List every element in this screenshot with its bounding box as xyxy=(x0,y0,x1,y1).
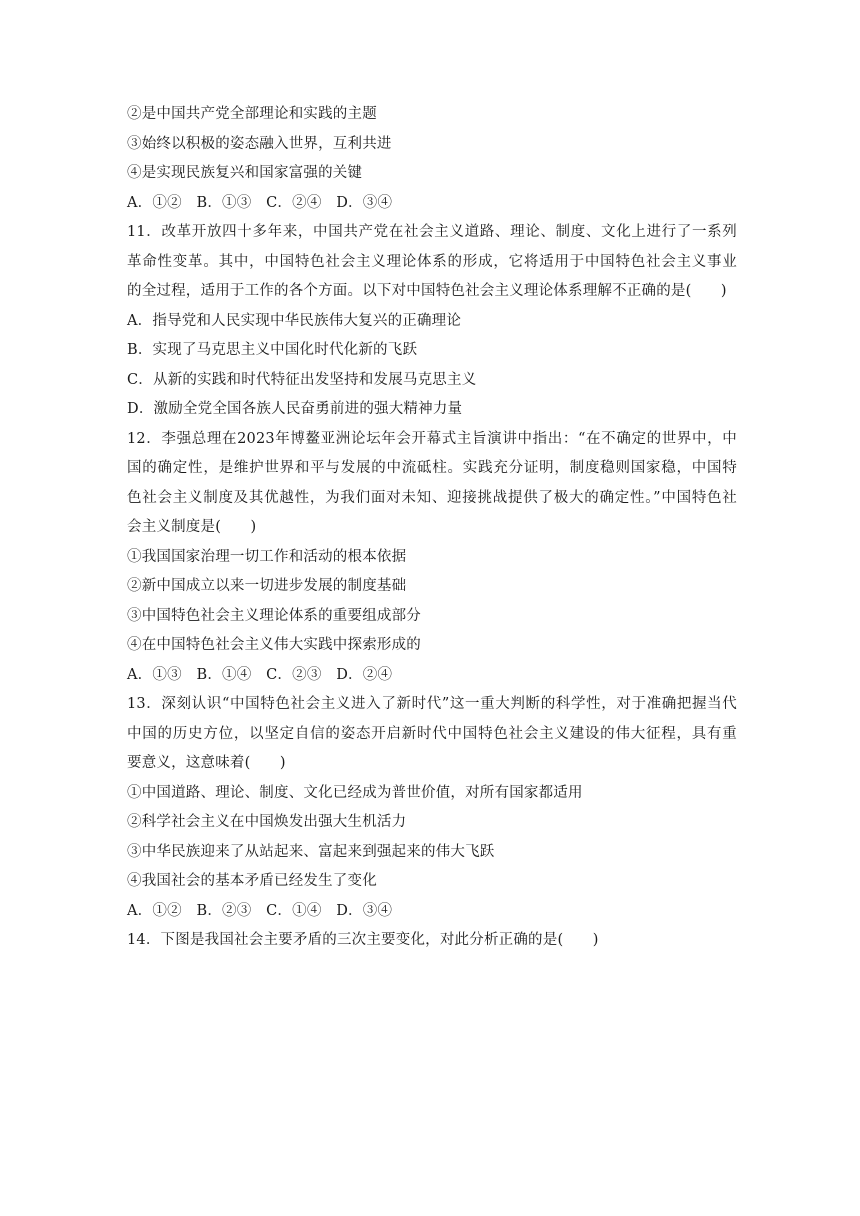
question-13 xyxy=(127,690,737,926)
answer-options: A．①③ B．①④ C．②③ D．②④ xyxy=(127,666,393,683)
question-stem-line: 会主义制度是( ) xyxy=(127,519,257,535)
question-stem-line: 要意义，这意味着( ) xyxy=(127,755,286,771)
option-c: C．从新的实践和时代特征出发坚持和发展马克思主义 xyxy=(127,371,477,388)
statement-3: ③中华民族迎来了从站起来、富起来到强起来的伟大飞跃 xyxy=(127,843,495,860)
question-11 xyxy=(127,218,737,425)
option-d: D．激励全党全国各族人民奋勇前进的强大精神力量 xyxy=(127,401,463,417)
statement-3: ③中国特色社会主义理论体系的重要组成部分 xyxy=(127,607,421,624)
question-stem-line: 的全过程，适用于工作的各个方面。以下对中国特色社会主义理论体系理解不正确的是( ) xyxy=(127,283,727,299)
answer-options: A．①② B．②③ C．①④ D．③④ xyxy=(127,902,393,919)
question-stem-line: 13．深刻认识“中国特色社会主义进入了新时代”这一重大判断的科学性，对于准确把握当代 xyxy=(127,696,737,712)
question-stem-line: 14．下图是我国社会主要矛盾的三次主要变化，对此分析正确的是( ) xyxy=(127,932,599,948)
statement-3: ③始终以积极的姿态融入世界，互利共进 xyxy=(127,135,392,152)
question-stem-line: 革命性变革。其中，中国特色社会主义理论体系的形成，它将适用于中国特色社会主义事业 xyxy=(127,253,737,270)
exam-page xyxy=(127,100,737,956)
question-stem-line: 11．改革开放四十多年来，中国共产党在社会主义道路、理论、制度、文化上进行了一系列 xyxy=(127,224,737,240)
question-stem-line: 中国的历史方位，以坚定自信的姿态开启新时代中国特色社会主义建设的伟大征程，具有重 xyxy=(127,725,737,742)
statement-4: ④是实现民族复兴和国家富强的关键 xyxy=(127,165,363,181)
statement-2: ②新中国成立以来一切进步发展的制度基础 xyxy=(127,578,407,594)
option-b: B．实现了马克思主义中国化时代化新的飞跃 xyxy=(127,342,418,358)
option-a: A．指导党和人民实现中华民族伟大复兴的正确理论 xyxy=(127,312,462,329)
question-stem-line: 国的确定性，是维护世界和平与发展的中流砥柱。实践充分证明，制度稳则国家稳，中国特 xyxy=(127,460,737,476)
statement-1: ①中国道路、理论、制度、文化已经成为普世价值，对所有国家都适用 xyxy=(127,784,583,801)
answer-options: A．①② B．①③ C．②④ D．③④ xyxy=(127,194,393,211)
question-stem-line: 色社会主义制度及其优越性，为我们面对未知、迎接挑战提供了极大的确定性。”中国特色社 xyxy=(127,489,737,506)
question-10-tail xyxy=(127,100,737,218)
statement-2: ②是中国共产党全部理论和实践的主题 xyxy=(127,106,377,122)
statement-4: ④在中国特色社会主义伟大实践中探索形成的 xyxy=(127,637,421,653)
question-12 xyxy=(127,425,737,691)
statement-4: ④我国社会的基本矛盾已经发生了变化 xyxy=(127,873,377,889)
statement-2: ②科学社会主义在中国焕发出强大生机活力 xyxy=(127,814,407,830)
question-stem-line: 12．李强总理在2023年博鳌亚洲论坛年会开幕式主旨演讲中指出：“在不确定的世界中，中 xyxy=(127,430,737,447)
statement-1: ①我国国家治理一切工作和活动的根本依据 xyxy=(127,548,407,565)
question-14 xyxy=(127,926,737,956)
